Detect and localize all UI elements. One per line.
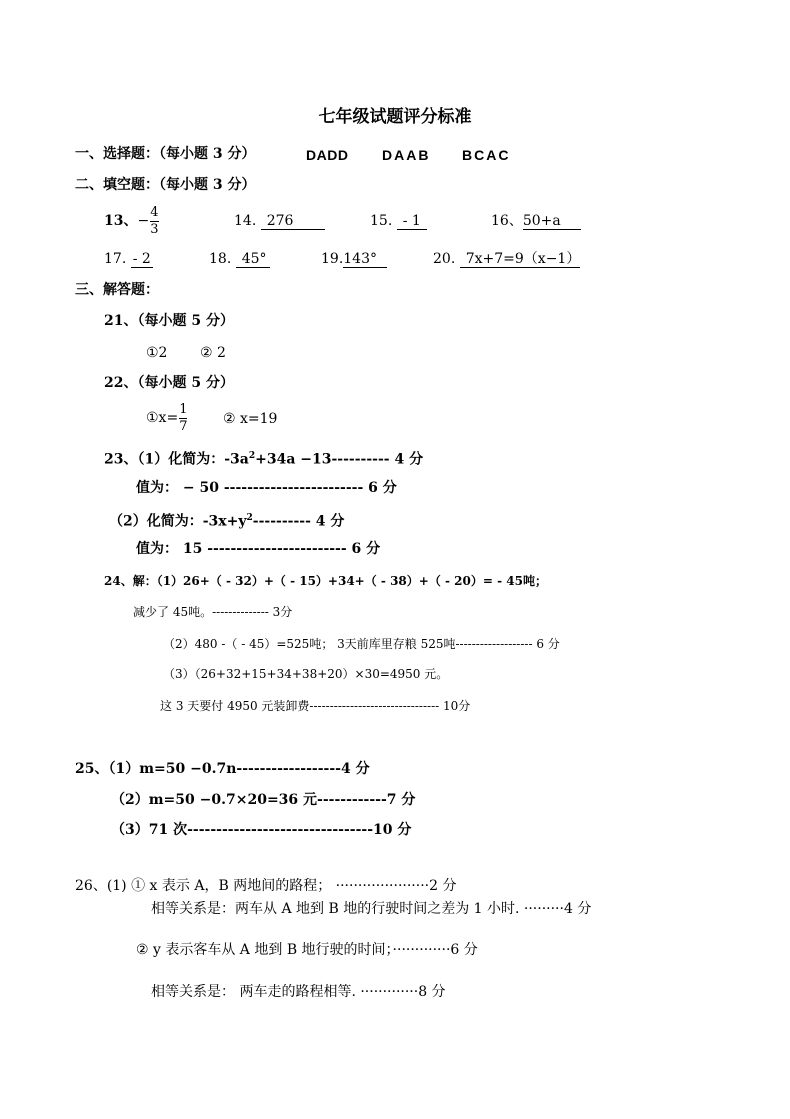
q23-line-3-text: （2）化简为：-3x+y bbox=[109, 513, 247, 530]
q23-line-2: 值为： − 50 ------------------------ 6 分 bbox=[136, 480, 397, 496]
q18 bbox=[209, 250, 270, 268]
q13-denominator: 3 bbox=[150, 221, 159, 237]
q20 bbox=[433, 250, 580, 268]
q26-line-2: 相等关系是：两车从 A 地到 B 地的行驶时间之差为 1 小时. ·········4 分 bbox=[151, 901, 592, 917]
q18-answer: 45° bbox=[236, 251, 270, 268]
q22-answer-1 bbox=[146, 400, 188, 436]
q26-line-4: 相等关系是： 两车走的路程相等. ·············8 分 bbox=[151, 984, 446, 1000]
q26-line-3: ② y 表示客车从 A 地到 B 地行驶的时间；·············6 分 bbox=[136, 942, 478, 958]
q23-line-1-text: 23、（1）化简为：-3a bbox=[104, 451, 249, 468]
q22-numerator: 1 bbox=[179, 401, 188, 417]
q25-line-3: （3）71 次--------------------------------10 分 bbox=[111, 822, 412, 838]
q23-line-1 bbox=[104, 447, 423, 469]
q14-answer: 276 bbox=[261, 213, 325, 230]
section3-heading: 三、解答题： bbox=[75, 282, 159, 298]
q13-numerator: 4 bbox=[150, 204, 159, 220]
page-title: 七年级试题评分标准 bbox=[318, 107, 472, 127]
q23-line-4: 值为： 15 ------------------------ 6 分 bbox=[136, 541, 381, 557]
section2-heading: 二、填空题：（每小题 3 分） bbox=[75, 177, 256, 193]
choice-group-2: DAAB bbox=[382, 147, 431, 163]
q19-answer: 143° bbox=[343, 251, 387, 268]
section1-heading: 一、选择题：（每小题 3 分） bbox=[75, 146, 256, 162]
q16 bbox=[491, 212, 581, 230]
q26-line-1: 26、(1) ① x 表示 A，B 两地间的路程； ·····················2 分 bbox=[75, 878, 457, 894]
q17-label: 17. bbox=[104, 251, 127, 267]
q21-heading: 21、（每小题 5 分） bbox=[104, 313, 234, 329]
q23-line-3 bbox=[109, 509, 344, 531]
q22-answer-2: ② x=19 bbox=[223, 411, 278, 427]
q25-line-1: 25、（1）m=50 −0.7n------------------4 分 bbox=[75, 761, 370, 777]
q15-answer: - 1 bbox=[397, 213, 427, 230]
q24-line-1: 24、解：（1）26+（ - 32）+（ - 15）+34+（ - 38）+（ - 20）= - 45吨； bbox=[104, 574, 547, 588]
q23-line-3-exponent: 2 bbox=[246, 513, 253, 523]
q24-line-3: （2）480 -（ - 45）=525吨； 3天前库里存粮 525吨------------------- 6 分 bbox=[163, 637, 560, 651]
choice-group-1: DADD bbox=[306, 147, 349, 163]
q14 bbox=[234, 212, 325, 230]
q19-label: 19. bbox=[321, 251, 344, 267]
q22-denominator: 7 bbox=[179, 418, 188, 434]
q14-label: 14. bbox=[234, 213, 257, 229]
q17-answer: - 2 bbox=[132, 251, 151, 267]
q23-line-3-rest: ---------- 4 分 bbox=[252, 513, 345, 530]
q15 bbox=[370, 212, 427, 230]
q16-answer: 50+a bbox=[523, 213, 581, 230]
q13-sign: − bbox=[137, 213, 150, 229]
q23-line-1-exponent: 2 bbox=[248, 451, 256, 461]
q13-fraction bbox=[150, 205, 158, 238]
q25-line-2: （2）m=50 −0.7×20=36 元------------7 分 bbox=[111, 792, 416, 808]
q18-label: 18. bbox=[209, 251, 232, 267]
q24-line-5: 这 3 天要付 4950 元装卸费-------------------------------- 10分 bbox=[160, 699, 471, 713]
q19 bbox=[321, 250, 387, 268]
q22-heading: 22、（每小题 5 分） bbox=[104, 375, 234, 391]
q23-line-1-rest: +34a −13---------- 4 分 bbox=[255, 451, 424, 468]
q24-line-2: 减少了 45吨。-------------- 3分 bbox=[133, 605, 293, 619]
q20-label: 20. bbox=[433, 251, 456, 267]
q21-answer-1: ①2 bbox=[146, 345, 168, 361]
q15-label: 15. bbox=[370, 213, 393, 229]
q21-answer-2: ② 2 bbox=[200, 345, 226, 361]
q13-label: 13、 bbox=[104, 213, 138, 229]
choice-group-3: BCAC bbox=[462, 147, 511, 163]
q13 bbox=[104, 203, 160, 239]
q17 bbox=[104, 250, 153, 268]
q22-answer-1-prefix: ①x= bbox=[146, 410, 179, 426]
q20-answer: 7x+7=9（x−1） bbox=[460, 251, 580, 268]
q16-label: 16、 bbox=[491, 213, 523, 229]
q24-line-4: （3）（26+32+15+34+38+20）×30=4950 元。 bbox=[163, 667, 449, 681]
q22-fraction bbox=[179, 402, 187, 435]
